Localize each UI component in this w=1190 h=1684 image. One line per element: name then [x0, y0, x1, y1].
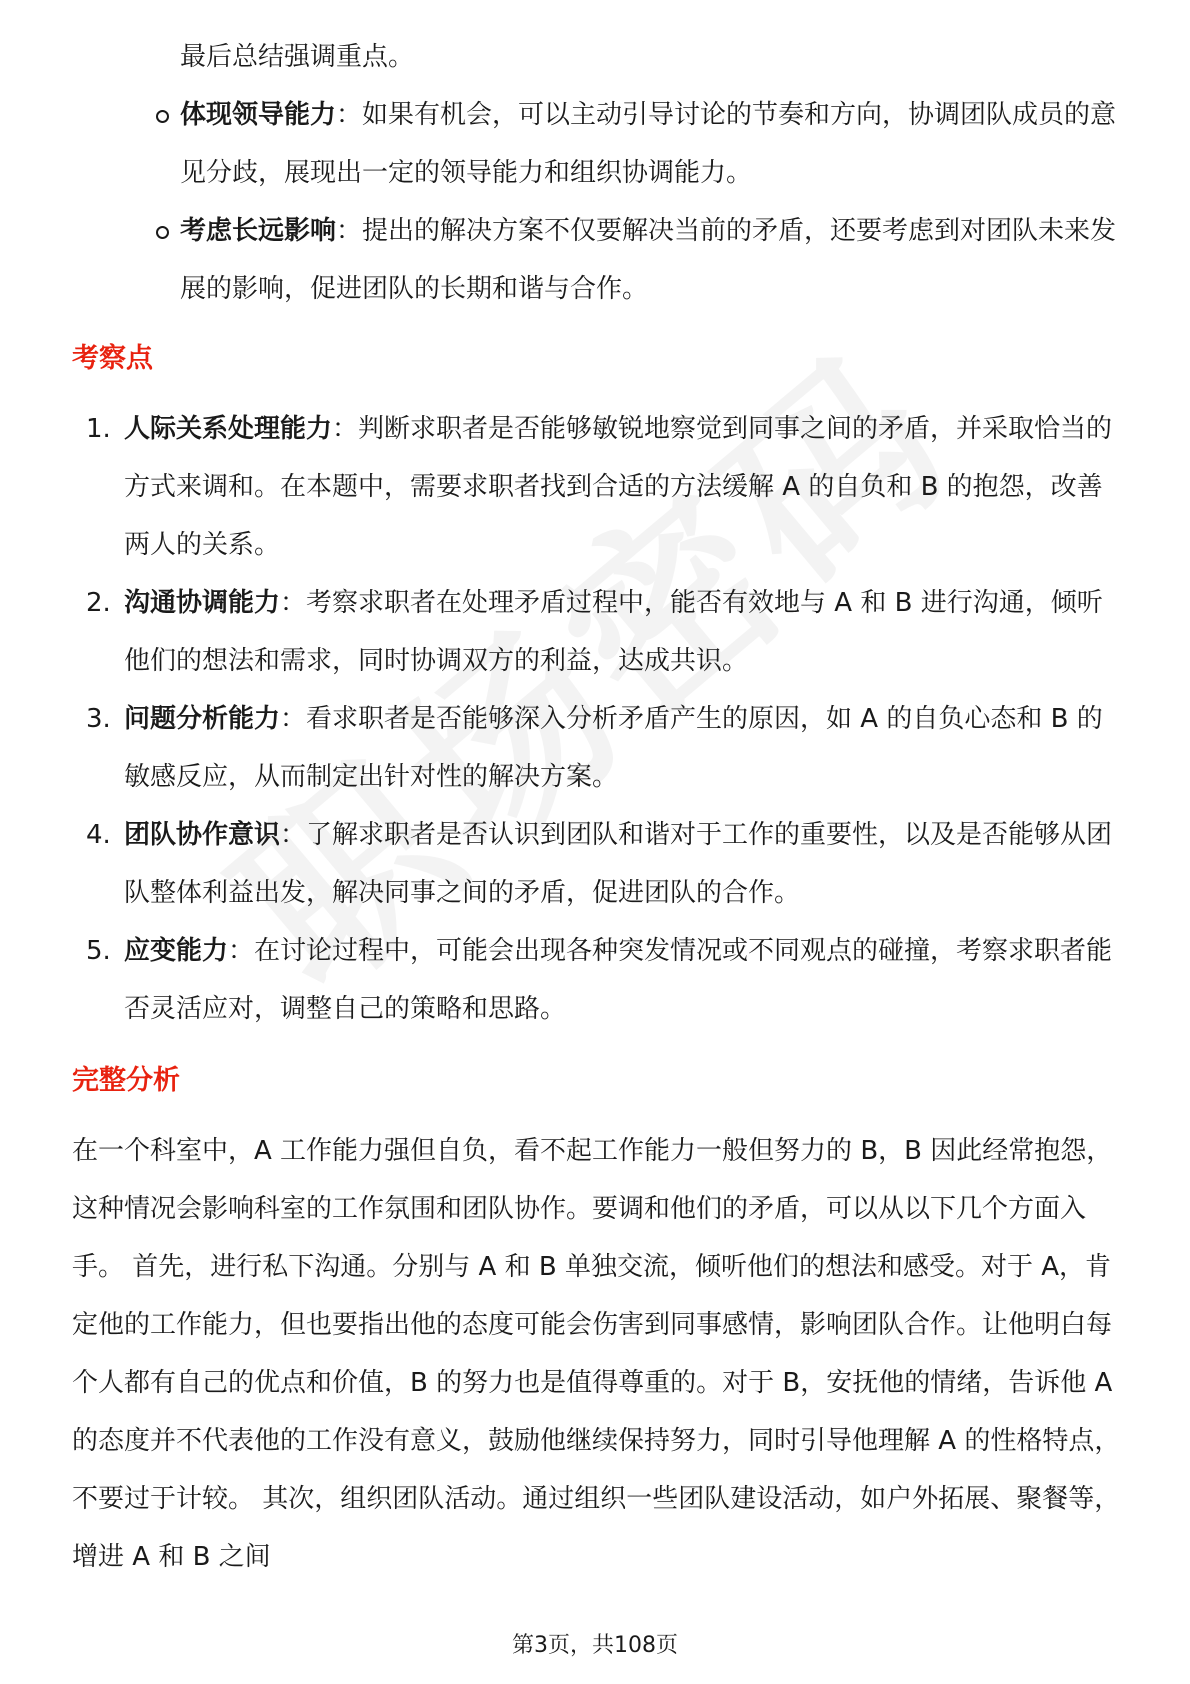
item-number: 3. [86, 704, 111, 734]
page-content [72, 28, 1122, 1586]
list-item: 体现领导能力：如果有机会，可以主动引导讨论的节奏和方向，协调团队成员的意见分歧，展现出一定的领导能力和组织协调能力。 [72, 86, 1122, 202]
numbered-list [72, 400, 1122, 1038]
item-text: 看求职者是否能够深入分析矛盾产生的原因，如 A 的自负心态和 B 的敏感反应，从而制定出针对性的解决方案。 [124, 704, 1103, 792]
item-number: 1. [86, 414, 111, 444]
item-text: 判断求职者是否能够敏锐地察觉到同事之间的矛盾，并采取恰当的方式来调和。在本题中，需要求职者找到合适的方法缓解 A 的自负和 B 的抱怨，改善两人的关系。 [124, 414, 1113, 560]
sub-bullet-list [72, 86, 1122, 318]
hollow-circle-bullet-icon [156, 110, 169, 123]
item-label: 问题分析能力 [124, 704, 281, 734]
item-label: 人际关系处理能力 [124, 414, 333, 444]
item-label: 体现领导能力 [180, 100, 337, 130]
page-number-footer: 第3页，共108页 [512, 1633, 678, 1658]
list-item: 1. 人际关系处理能力：判断求职者是否能够敏锐地察觉到同事之间的矛盾，并采取恰当的方式来调和。在本题中，需要求职者找到合适的方法缓解 A 的自负和 B 的抱怨，改善两人的关系。 [72, 400, 1122, 574]
item-text: 了解求职者是否认识到团队和谐对于工作的重要性，以及是否能够从团队整体利益出发，解决同事之间的矛盾，促进团队的合作。 [124, 820, 1113, 908]
list-item: 5. 应变能力：在讨论过程中，可能会出现各种突发情况或不同观点的碰撞，考察求职者能否灵活应对，调整自己的策略和思路。 [72, 922, 1122, 1038]
item-text: 提出的解决方案不仅要解决当前的矛盾，还要考虑到对团队未来发展的影响，促进团队的长期和谐与合作。 [180, 216, 1117, 304]
item-number: 5. [86, 936, 111, 966]
section-heading-points: 考察点 [72, 343, 153, 374]
section-heading-analysis: 完整分析 [72, 1065, 180, 1096]
hollow-circle-bullet-icon [156, 226, 169, 239]
list-item: 4. 团队协作意识：了解求职者是否认识到团队和谐对于工作的重要性，以及是否能够从团队整体利益出发，解决同事之间的矛盾，促进团队的合作。 [72, 806, 1122, 922]
item-number: 2. [86, 588, 111, 618]
item-label: 应变能力 [124, 936, 229, 966]
item-label: 团队协作意识 [124, 820, 281, 850]
list-item: 考虑长远影响：提出的解决方案不仅要解决当前的矛盾，还要考虑到对团队未来发展的影响，促进团队的长期和谐与合作。 [72, 202, 1122, 318]
item-label: 沟通协调能力 [124, 588, 281, 618]
analysis-paragraph: 在一个科室中，A 工作能力强但自负，看不起工作能力一般但努力的 B，B 因此经常抱怨，这种情况会影响科室的工作氛围和团队协作。要调和他们的矛盾，可以从以下几个方面入手。 首先，进行私下沟通。分别与 A 和 B 单独交流，倾听他们的想法和感受。对于 A，肯定他的工作能力，但也要指出他的态度可能会伤害到同事感情，影响团队合作。让他明白每个人都有自己的优点和价值，B 的努力也是值得尊重的。对于 B，安抚他的情绪，告诉他 A 的态度并不代表他的工作没有意义，鼓励他继续保持努力，同时引导他理解 A 的性格特点，不要过于计较。 其次，组织团队活动。通过组织一些团队建设活动，如户外拓展、聚餐等，增进 A 和 B 之间 [72, 1136, 1121, 1572]
item-text: 在讨论过程中，可能会出现各种突发情况或不同观点的碰撞，考察求职者能否灵活应对，调整自己的策略和思路。 [124, 936, 1113, 1024]
item-label: 考虑长远影响 [180, 216, 337, 246]
list-item: 2. 沟通协调能力：考察求职者在处理矛盾过程中，能否有效地与 A 和 B 进行沟通，倾听他们的想法和需求，同时协调双方的利益，达成共识。 [72, 574, 1122, 690]
item-number: 4. [86, 820, 111, 850]
item-text: 如果有机会，可以主动引导讨论的节奏和方向，协调团队成员的意见分歧，展现出一定的领导能力和组织协调能力。 [180, 100, 1117, 188]
list-item: 3. 问题分析能力：看求职者是否能够深入分析矛盾产生的原因，如 A 的自负心态和 B 的敏感反应，从而制定出针对性的解决方案。 [72, 690, 1122, 806]
continuation-text: 最后总结强调重点。 [180, 42, 415, 72]
item-text: 考察求职者在处理矛盾过程中，能否有效地与 A 和 B 进行沟通，倾听他们的想法和需求，同时协调双方的利益，达成共识。 [124, 588, 1103, 676]
